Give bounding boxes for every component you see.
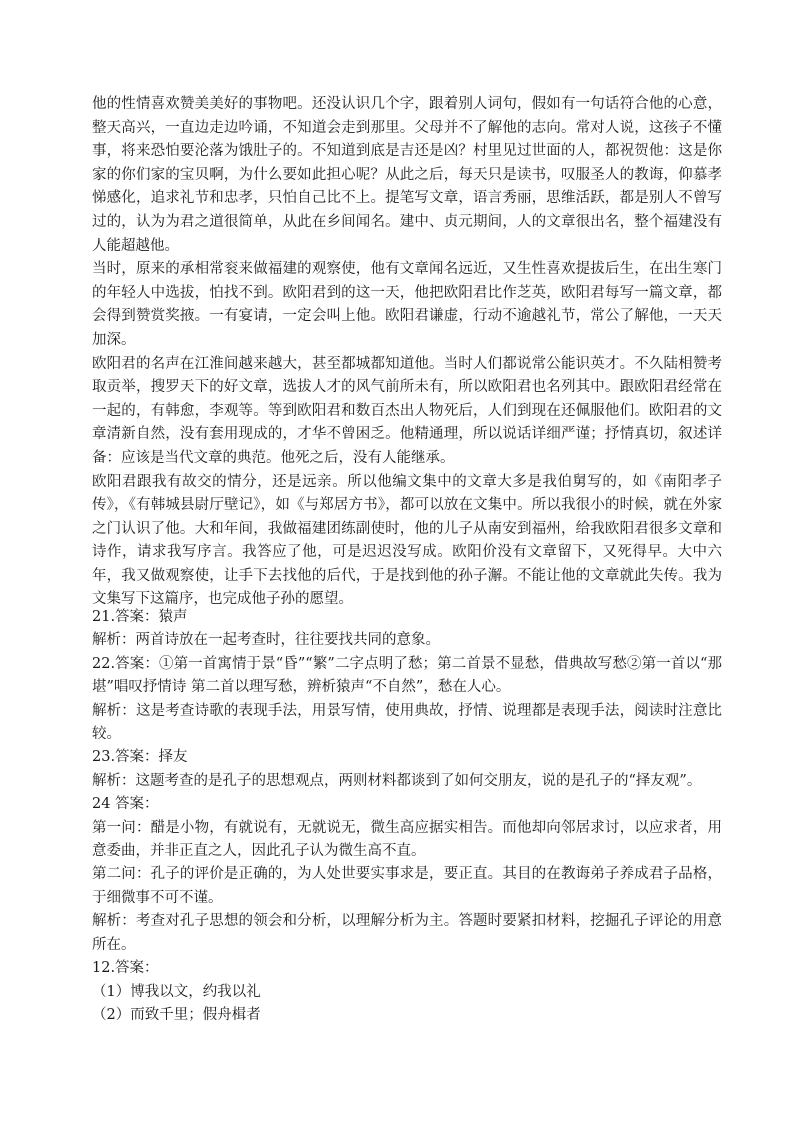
translation-section — [92, 93, 722, 612]
answer-24-question-2: 第二问：孔子的评价是正确的，为人处世要实事求是，要正直。其目的在教诲弟子养成君子品格，于细微事不可不谨。 — [92, 866, 722, 906]
answer-24-analysis: 解析：考查对孔子思想的领会和分析，以理解分析为主。答题时要紧扣材料，挖掘孔子评论的用意所在。 — [92, 913, 722, 953]
answer-21-analysis: 解析：两首诗放在一起考查时，往往要找共同的意象。 — [92, 632, 440, 649]
translation-paragraph-4: 欧阳君跟我有故交的情分，还是远亲。所以他编文集中的文章大多是我伯舅写的，如《南阳孝子传》，《有韩城县尉厅壁记》，如《与郑居方书》，都可以放在文集中。所以我很小的时候，就在外家之门认识了他。大和年间，我做福建团练副使时，他的儿子从南安到福州，给我欧阳君很多文章和诗作，请求我写序言。我答应了他，可是迟迟没写成。欧阳价没有文章留下，又死得早。大中六年，我又做观察使，让手下去找他的后代，于是找到他的孙子澥。不能让他的文章就此失传。我为文集写下这篇序，也完成他子孙的愿望。 — [92, 473, 722, 608]
answer-24-question-1: 第一问：醋是小物，有就说有，无就说无，微生高应据实相告。而他却向邻居求讨，以应求者，用意委曲，并非正直之人，因此孔子认为微生高不直。 — [92, 819, 722, 860]
answer-23: 23.答案：择友 — [92, 749, 188, 766]
answer-12-item-2: （2）而致千里；假舟楫者 — [92, 1006, 261, 1023]
translation-paragraph-1: 他的性情喜欢赞美美好的事物吧。还没认识几个字，跟着别人词句，假如有一句话符合他的心意，整天高兴，一直边走边吟诵，不知道会走到那里。父母并不了解他的志向。常对人说，这孩子不懂事，将来恐怕要沦落为饿肚子的。不知道到底是吉还是凶？村里见过世面的人，都祝贺他：这是你家的你们家的宝贝啊，为什么要如此担心呢？从此之后，每天只是读书，叹服圣人的教诲，仰慕孝悌感化，追求礼节和忠孝，只怕自己比不上。提笔写文章，语言秀丽，思维活跃，都是别人不曾写过的，认为为君之道很简单，从此在乡间闻名。建中、贞元期间，人的文章很出名，整个福建没有人能超越他。 — [92, 96, 722, 254]
answer-12-item-1: （1）博我以文，约我以礼 — [92, 983, 261, 1000]
answer-21: 21.答案：猿声 — [92, 609, 188, 625]
translation-paragraph-2: 当时，原来的承相常衮来做福建的观察使，他有文章闻名远近，又生性喜欢提拔后生，在出生寒门的年轻人中选拔，怕找不到。欧阳君到的这一天，他把欧阳君比作芝英，欧阳君每写一篇文章，都会得到赞赏奖掖。一有宴请，一定会叫上他。欧阳君谦虚，行动不逾越礼节，常公了解他，一天天加深。 — [92, 261, 722, 348]
answer-12: 12.答案： — [92, 960, 159, 977]
answer-22-analysis: 解析：这是考查诗歌的表现手法，用景写情，使用典故，抒情、说理都是表现手法，阅读时注意比较。 — [92, 702, 722, 743]
answer-24: 24 答案： — [92, 796, 159, 813]
answers-section — [92, 606, 722, 1027]
translation-paragraph-3: 欧阳君的名声在江淮间越来越大，甚至都城都知道他。当时人们都说常公能识英才。不久陆相赞考取贡举，搜罗天下的好文章，选拔人才的风气前所未有，所以欧阳君也名列其中。跟欧阳君经常在一起的，有韩愈，李观等。等到欧阳君和数百杰出人物死后，人们到现在还佩服他们。欧阳君的文章清新自然，没有套用现成的，才华不曾困乏。他精通理，所以说话详细严谨；抒情真切，叙述详备：应该是当代文章的典范。他死之后，没有人能继承。 — [92, 355, 722, 466]
answer-23-analysis: 解析：这题考查的是孔子的思想观点，两则材料都谈到了如何交朋友，说的是孔子的“择友观”。 — [92, 772, 702, 789]
answer-22: 22.答案：①第一首寓情于景“昏”“繁”二字点明了愁；第二首景不显愁，借典故写愁②第一首以“那堪”唱叹抒情诗 第二首以理写愁，辨析猿声“不自然”，愁在人心。 — [92, 655, 722, 696]
